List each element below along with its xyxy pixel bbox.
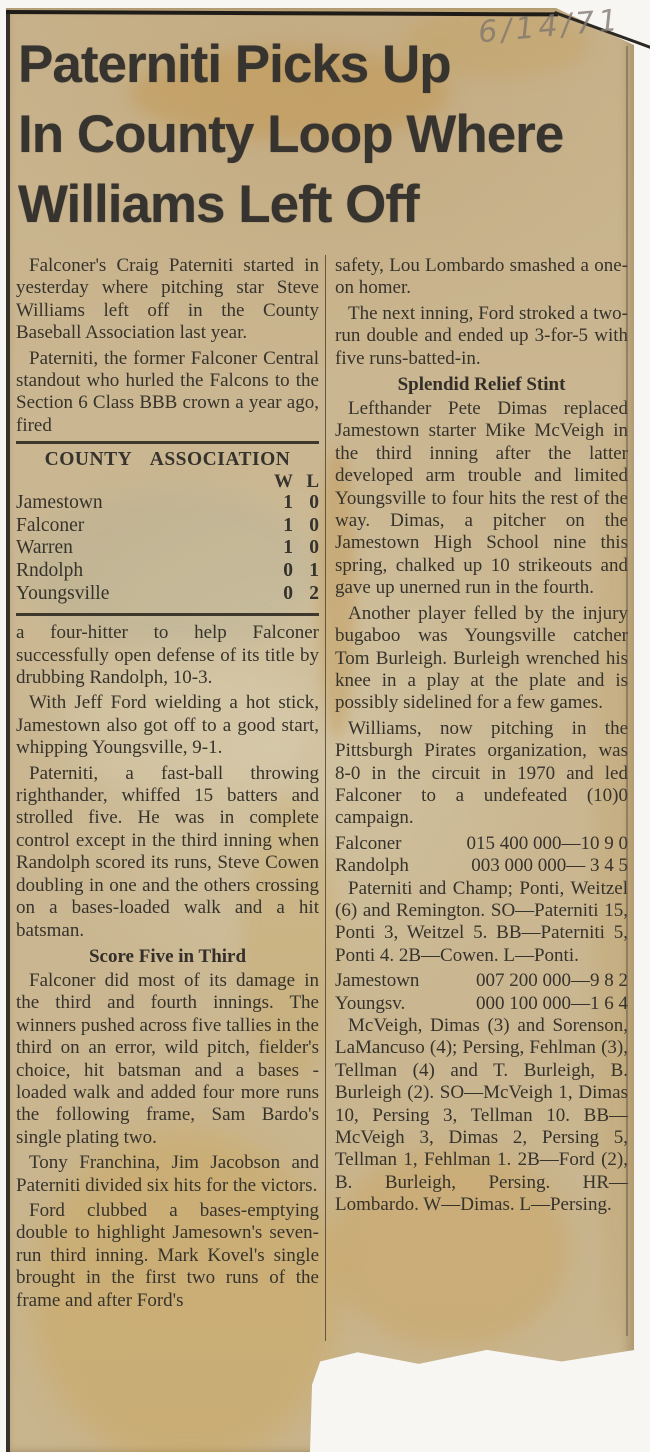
- line-score: Randolph 003 000 000— 3 4 5: [335, 855, 628, 877]
- paragraph: Another player felled by the injury bugaboo was Youngsville catcher Tom Burleigh. Burleigh wrenched his knee in a play at the plate and is possibly sidelined for a few games.: [335, 602, 628, 714]
- paragraph: safety, Lou Lombardo smashed a one-on homer.: [335, 255, 628, 299]
- standings-table: [16, 441, 319, 616]
- paragraph: Lefthander Pete Dimas replaced Jamestown starter Mike McVeigh in the third inning after the latter developed arm trouble and limited Youngsville to four hits the rest of the way. Dimas, a pitcher on the Jamestown High School nine this spring, chalked up 10 strikeouts and gave up unerned run in the fourth.: [335, 398, 628, 599]
- headline-line-3: Williams Left Off: [18, 175, 419, 234]
- subheading: Splendid Relief Stint: [397, 374, 566, 396]
- scan-edge-left: [6, 10, 10, 1452]
- standings-row: Youngsville 0 2: [16, 582, 319, 604]
- article-column-right: [326, 255, 628, 1341]
- paragraph: a four-hitter to help Falconer successfully open defense of its title by drubbing Randolph, 10-3.: [16, 622, 319, 689]
- line-score: Jamestown 007 200 000—9 8 2: [335, 970, 628, 992]
- paragraph: Falconer did most of its damage in the third and fourth innings. The winners pushed across five tallies in the third on an error, wild pitch, fielder's choice, hit batsman and a bases - loaded walk and added four more runs the following frame, Sam Bardo's single plating two.: [16, 969, 319, 1148]
- subheading: Score Five in Third: [88, 945, 247, 967]
- newspaper-clipping: [6, 8, 634, 1452]
- standings-header: [16, 471, 319, 492]
- line-score: Youngsv. 000 100 000—1 6 4: [335, 992, 628, 1014]
- paragraph: Tony Franchina, Jim Jacobson and Paterniti divided six hits for the victors.: [16, 1152, 319, 1196]
- standings-row: Falconer 1 0: [16, 514, 319, 536]
- paragraph: Paterniti, the former Falconer Central standout who hurled the Falcons to the Section 6 Class BBB crown a year ago, fired: [16, 347, 319, 436]
- paragraph: McVeigh, Dimas (3) and Sorenson, LaMancuso (4); Persing, Fehlman (3), Tellman (4) and T. Burleigh, B. Burleigh (2). SO—McVeigh 1, Dimas 10, Persing 3, Tellman 10. BB—McVeigh 3, Dimas 2, Persing 5, Tellman 1, Fehlman 1. 2B—Ford (2), B. Burleigh, Persing. HR—Lombardo. W—Dimas. L—Persing.: [335, 1015, 628, 1216]
- article-body: [16, 255, 628, 1341]
- standings-row: Jamestown 1 0: [16, 492, 319, 514]
- paragraph: Williams, now pitching in the Pittsburgh Pirates organization, was 8-0 in the circuit in 1970 and led Falconer to a undefeated (10)0 campaign.: [335, 717, 628, 829]
- handwritten-date: 6/14/71: [476, 2, 623, 51]
- standings-header-wins: W: [274, 471, 293, 493]
- standings-header-losses: L: [306, 471, 319, 493]
- paragraph: Ford clubbed a bases-emptying double to highlight Jamesown's seven-run third inning. Mark Kovel's single brought in the first two runs of the frame and after Ford's: [16, 1199, 319, 1311]
- standings-title: COUNTY ASSOCIATION: [44, 449, 291, 471]
- article-column-left: [16, 255, 319, 1341]
- clipping-right-edge: [626, 46, 628, 1336]
- article-headline: [18, 30, 630, 240]
- standings-row: Warren 1 0: [16, 537, 319, 559]
- paragraph: Falconer's Craig Paterniti started in yesterday where pitching star Steve Williams left off in the County Baseball Association last year.: [16, 255, 319, 344]
- standings-row: Rndolph 0 1: [16, 560, 319, 582]
- paragraph: With Jeff Ford wielding a hot stick, Jamestown also got off to a good start, whipping Youngsville, 9-1.: [16, 692, 319, 759]
- headline-line-2: In County Loop Where: [18, 105, 564, 164]
- line-score: Falconer 015 400 000—10 9 0: [335, 832, 628, 854]
- paragraph: Paterniti, a fast-ball throwing righthander, whiffed 15 batters and strolled five. He was in complete control except in the third inning when Randolph scored its runs, Steve Cowen doubling in one and the others crossing on a bases-loaded walk and a hit batsman.: [16, 762, 319, 941]
- paragraph: The next inning, Ford stroked a two-run double and ended up 3-for-5 with five runs-batted-in.: [335, 302, 628, 369]
- paragraph: Paterniti and Champ; Ponti, Weitzel (6) and Remington. SO—Paterniti 15, Ponti 3, Weitzel 5. BB—Paterniti 5, Ponti 4. 2B—Cowen. L—Ponti.: [335, 877, 628, 966]
- headline-line-1: Paterniti Picks Up: [18, 35, 451, 94]
